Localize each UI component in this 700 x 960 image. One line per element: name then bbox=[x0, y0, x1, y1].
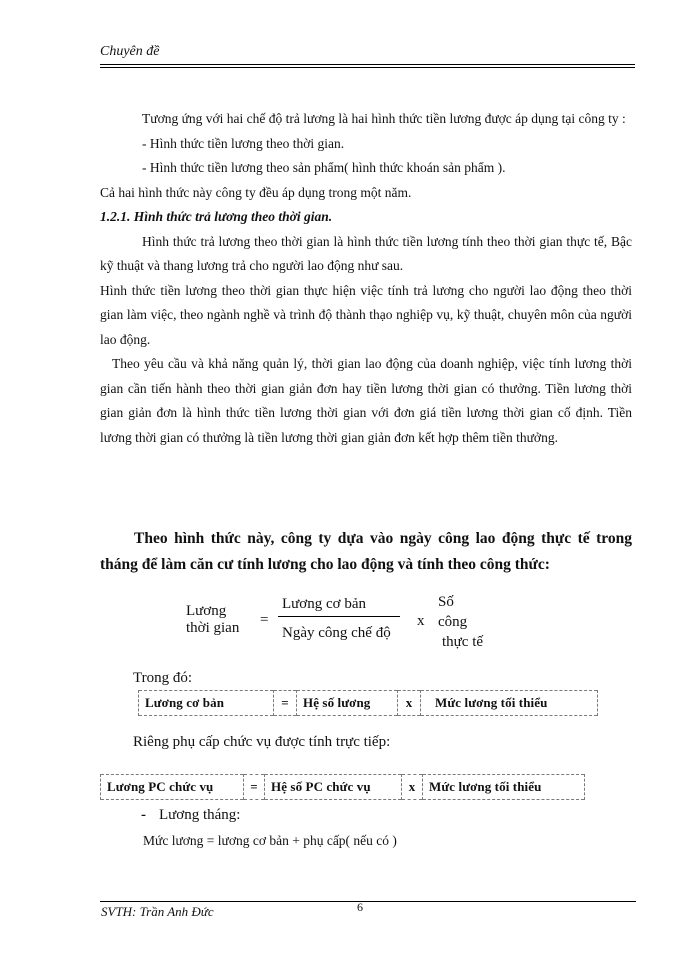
formula-right-line3: thực tế bbox=[442, 634, 484, 650]
formula-fraction-bar bbox=[278, 616, 400, 617]
header-title: Chuyên đề bbox=[100, 44, 160, 59]
formula-right-line2: công bbox=[438, 614, 468, 630]
table-cell: x bbox=[402, 775, 423, 800]
table-cell: = bbox=[274, 691, 297, 716]
formula-left-line1: Lương bbox=[186, 603, 227, 619]
formula-numerator: Lương cơ bản bbox=[282, 596, 366, 612]
table-cell: Hệ số PC chức vụ bbox=[265, 775, 402, 800]
list-item-time-based: - Hình thức tiền lương theo thời gian. bbox=[142, 135, 345, 151]
table-cell: Lương cơ bản bbox=[139, 691, 274, 716]
basic-salary-formula-table bbox=[138, 690, 598, 716]
where-label: Trong đó: bbox=[133, 670, 193, 686]
footer-author: SVTH: Trần Anh Đức bbox=[101, 904, 214, 919]
table-cell: Lương PC chức vụ bbox=[101, 775, 244, 800]
header-rule-bottom bbox=[100, 67, 635, 68]
formula-left-side bbox=[186, 603, 239, 637]
body-text-block bbox=[100, 107, 632, 450]
monthly-salary-item bbox=[141, 807, 240, 824]
section-heading-1-2-1: 1.2.1. Hình thức trả lương theo thời gian. bbox=[100, 209, 333, 224]
formula-left-line2: thời gian bbox=[186, 620, 240, 636]
table-row bbox=[101, 775, 585, 800]
page-number: 6 bbox=[357, 900, 363, 914]
position-allowance-formula-table bbox=[100, 774, 585, 800]
paragraph-both-applied: Cả hai hình thức này công ty đều áp dụng trong một năm. bbox=[100, 184, 412, 200]
paragraph-time-definition: Hình thức trả lương theo thời gian là hình thức tiền lương tính theo thời gian thực tế, Bậc kỹ thuật và thang lương trả cho người lao động như sau. bbox=[100, 233, 632, 273]
formula-times: x bbox=[417, 613, 425, 629]
paragraph-management-requirements: Theo yêu cầu và khả năng quản lý, thời gian lao động của doanh nghiệp, việc tính lương thời gian cần tiến hành theo thời gian giản đơn hay tiền lương thời gian có thưởng. Tiền lương thời gian giản đơn là hình thức tiền lương thời gian với đơn giá tiền lương thời gian cố định. Tiền lương thời gian có thưởng là tiền lương thời gian giản đơn kết hợp thêm tiền thưởng. bbox=[100, 356, 632, 445]
paragraph-time-implementation: Hình thức tiền lương theo thời gian thực hiện việc tính trả lương cho người lao động theo thời gian làm việc, theo ngành nghề và trình độ thành thạo nghiệp vụ, kỹ thuật, chuyên môn của người lao động. bbox=[100, 282, 632, 347]
table-cell: Mức lương tối thiểu bbox=[421, 691, 598, 716]
formula-right-side bbox=[438, 592, 483, 652]
paragraph-formula-intro: Theo hình thức này, công ty dựa vào ngày công lao động thực tế trong tháng để làm căn cư tính lương cho lao động và tính theo công thức: bbox=[100, 530, 632, 573]
table-cell: Mức lương tối thiểu bbox=[423, 775, 585, 800]
table-cell: = bbox=[244, 775, 265, 800]
allowance-label: Riêng phụ cấp chức vụ được tính trực tiếp: bbox=[133, 734, 391, 750]
list-item-product-based: - Hình thức tiền lương theo sản phẩm( hình thức khoán sản phẩm ). bbox=[142, 160, 506, 175]
table-cell: x bbox=[398, 691, 421, 716]
formula-equals: = bbox=[260, 612, 269, 628]
salary-formula bbox=[186, 592, 526, 654]
monthly-salary-formula: Mức lương = lương cơ bản + phụ cấp( nếu có ) bbox=[143, 833, 397, 848]
monthly-salary-label: Lương tháng: bbox=[159, 807, 241, 823]
list-dash: - bbox=[141, 807, 146, 823]
table-row bbox=[139, 691, 598, 716]
header-rule-top bbox=[100, 64, 635, 65]
footer-rule bbox=[100, 901, 636, 902]
formula-right-line1: Số bbox=[438, 594, 454, 610]
paragraph-intro: Tương ứng với hai chế độ trả lương là hai hình thức tiền lương được áp dụng tại công ty : bbox=[142, 111, 626, 126]
table-cell: Hệ số lương bbox=[297, 691, 398, 716]
formula-denominator: Ngày công chế độ bbox=[282, 625, 391, 641]
